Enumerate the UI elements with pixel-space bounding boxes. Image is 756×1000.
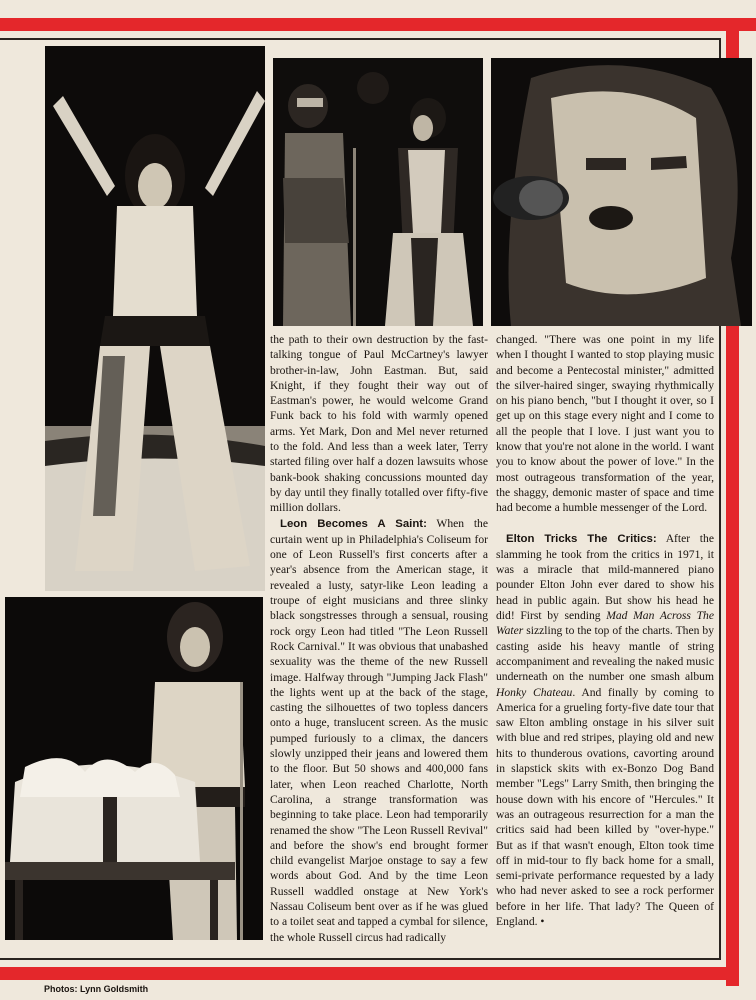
article-column-2 [496,332,714,929]
col1-paragraph-2: When the curtain went up in Philadelphia's Coliseum for one of Leon Russell's first concerts after a year's absence from the American stage, it revealed a lusty, satyr-like Leon leading a troupe of eight musicians and three slinky black songstresses through a sensual, rousing rock orgy Leon had titled "The Leon Russell Rock Carnival." It was obvious that unabashed sexuality was the theme of the new Russell image. Halfway through "Jumping Jack Flash" the lights went up at the back of the stage, casting the silhouettes of two topless dancers onto a huge, translucent screen. As the music pumped furiously to a climax, the dancers slowly unzipped their jeans and lowered them to the floor. But 50 shows and 400,000 fans later, when Leon reached Charlotte, North Carolina, a strange transformation was beginning to take place. Leon had temporarily renamed the show "The Leon Russell Revival" and before the show's end brought former child evangelist Marjoe onstage to say a few words about God. And by the time Leon Russell waddled onstage at New York's Nassau Coliseum bent over as if he was glued to a toilet seat and tapped a cymbal for silence, the whole Russell circus had radically [270,516,488,944]
photo-performer-with-cake [5,597,263,940]
heading-leon-becomes-a-saint: Leon Becomes A Saint: [280,517,427,530]
bottom-frame-line [0,958,721,960]
album-title-honky-chateau: Honky Chateau [496,685,573,699]
col2-paragraph-2a: After the slamming he took from the critics in 1971, it was a miracle that mild-mannered piano pounder Elton John ever dared to show his head in public again. But show his head he did! First by sending [496,531,714,623]
bottom-red-border [0,967,739,980]
photo-performer-arms-raised [45,46,265,591]
album-title-mad-man: Mad Man Across The Water [496,609,714,638]
col2-paragraph-2b: sizzling to the top of the charts. Then by casting aside his heavy mantle of string accompaniment and revealing the naked music underneath on the number one smash album [496,624,714,684]
top-frame-line [0,38,721,40]
photo-singer-closeup [491,58,752,326]
photo-credit: Photos: Lynn Goldsmith [44,984,149,994]
top-red-border [0,18,756,31]
heading-elton-tricks-the-critics: Elton Tricks The Critics: [506,532,657,545]
col2-paragraph-2c: . And finally by coming to America for a grueling forty-five date tour that saw Elton ambling onstage in his silver suit with blue and red stripes, playing old and new hits to thunderous ovations, cavorting around in slapstick skits with ex-Bonzo Dog Band member "Legs" Larry Smith, then bringing the house down with his encore of "Hercules." It was an outrageous resurrection for a man the critics said had been killed by "over-hype." But as if that wasn't enough, Elton took time off in mid-tour to fly back home for a small, semi-private performance requested by a lady who had never asked to see a rock performer before in her life. That lady? The Queen of England. • [496,685,714,928]
article-column-1 [270,332,488,945]
col1-paragraph-1: the path to their own destruction by the fast-talking tongue of Paul McCartney's lawyer brother-in-law, John Eastman. But, said Knight, if they fought their way out of Eastman's power, he would welcome Grand Funk back to his fold with warmly opened arms. Yet Mark, Don and Mel never returned to the fold. And less than a week later, Terry started filing over half a dozen lawsuits whose bank-book shaking concussions mounted day by day until they finally totalled over fifty-five million dollars. [270,333,488,515]
col2-paragraph-1: changed. "There was one point in my life when I thought I wanted to stop playing music and become a Pentecostal minister," admitted the silver-haired singer, swaying rhythmically on his piano bench, "but I thought it over, so I get up on this stage every night and I come to all the people that I love. I just want you to know that you're not alone in the world. I want you to know about the power of love." In the most outrageous transformation of the year, the shaggy, demonic master of space and time had become a humble messenger of the Lord. [496,333,714,515]
photo-band-on-stage [273,58,483,326]
